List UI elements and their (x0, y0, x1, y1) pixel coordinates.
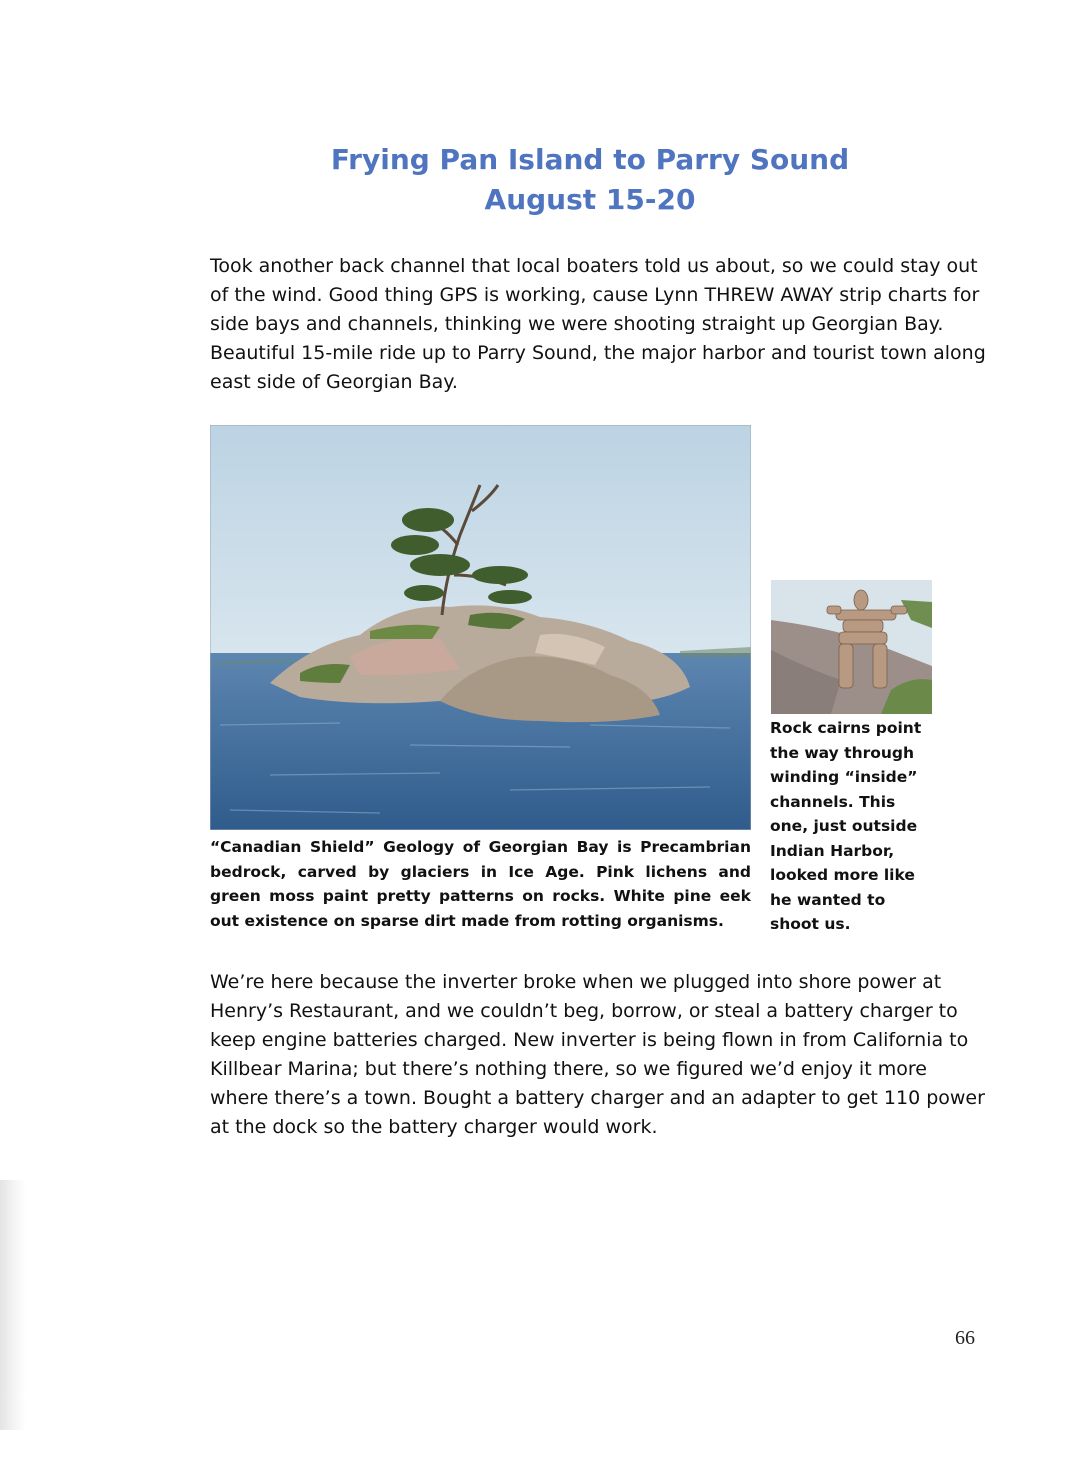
closing-paragraph: We’re here because the inverter broke when we plugged into shore power at Henry’s Restaurant, and we couldn’t beg, borrow, or steal a battery charger to keep engine batteries charged. New inverter is being flown in from California to Killbear Marina; but there’s nothing there, so we figured we’d enjoy it more where there’s a town. Bought a battery charger and an adapter to get 110 power at the dock so the battery charger would work. (210, 971, 985, 1138)
title-line-1: Frying Pan Island to Parry Sound (330, 143, 850, 176)
intro-paragraph: Took another back channel that local boaters told us about, so we could stay out of the wind. Good thing GPS is working, cause Lynn THREW AWAY strip charts for side bays and channels, thinking we were shooting straight up Georgian Bay. Beautiful 15-mile ride up to Parry Sound, the major harbor and tourist town along east side of Georgian Bay. (210, 255, 986, 393)
island-photo (210, 425, 751, 830)
page-number: 66 (955, 1327, 975, 1349)
island-photo-caption: “Canadian Shield” Geology of Georgian Bay is Precambrian bedrock, carved by glaciers in Ice Age. Pink lichens and green moss paint pretty patterns on rocks. White pine eek out existence on sparse dirt made from rotting organisms. (210, 838, 751, 930)
title-line-2: August 15-20 (484, 183, 696, 216)
cairn-photo-caption: Rock cairns point the way through winding “inside” channels. This one, just outside Indian Harbor, looked more like he wanted to shoot us. (770, 719, 922, 933)
cairn-photo (771, 580, 932, 714)
page-binding-shadow (0, 1180, 26, 1430)
page-title (200, 140, 980, 220)
